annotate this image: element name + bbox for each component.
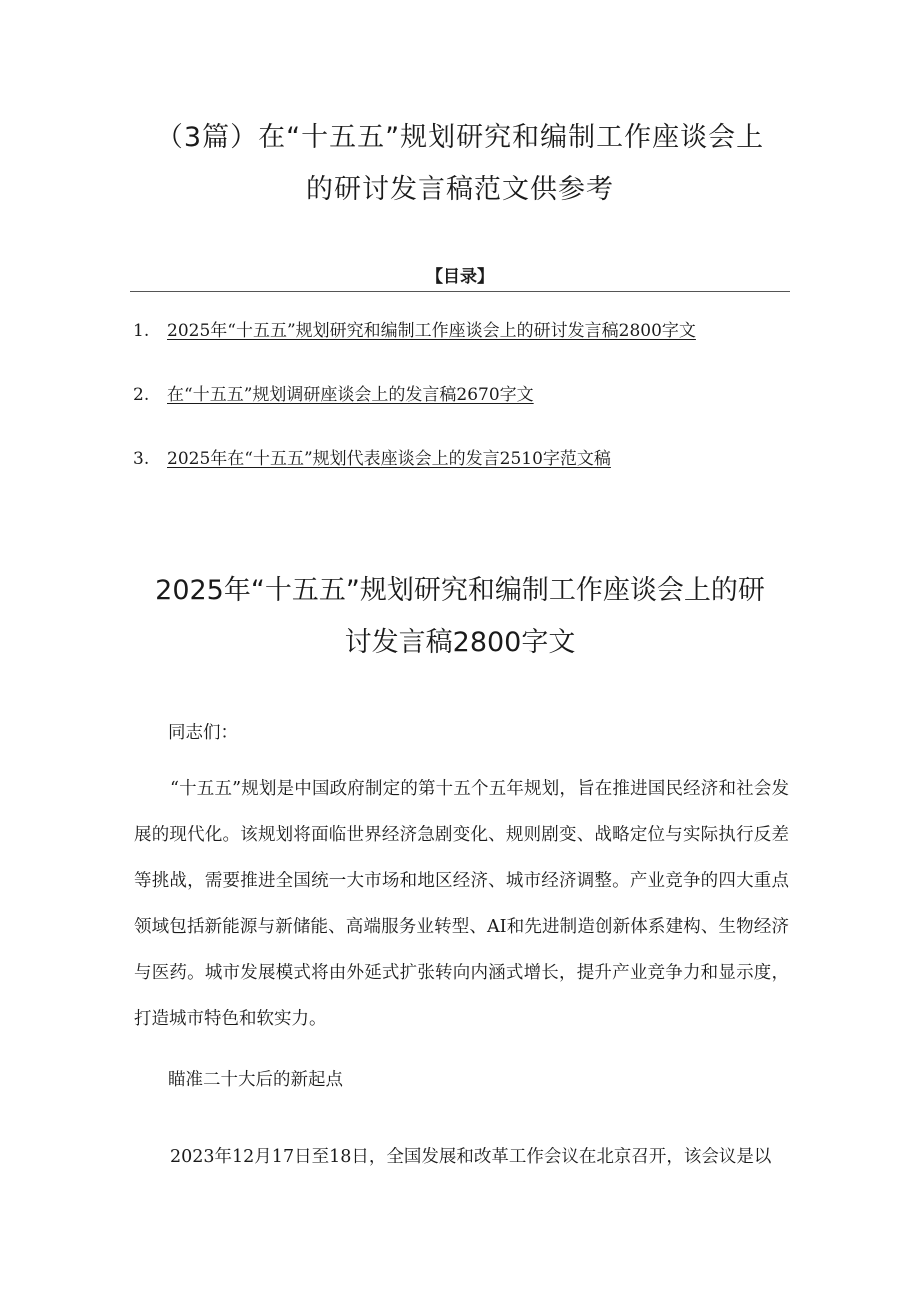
toc-heading: 【目录】 (426, 267, 494, 287)
section-title-line-2: 讨发言稿2800字文 (344, 627, 576, 658)
toc-link-3[interactable]: 2025年在“十五五”规划代表座谈会上的发言2510字范文稿 (167, 449, 611, 469)
body-paragraph-1: “十五五”规划是中国政府制定的第十五个五年规划，旨在推进国民经济和社会发展的现代化。该规划将面临世界经济急剧变化、规则剧变、战略定位与实际执行反差等挑战，需要推进全国统一大市场和地区经济、城市经济调整。产业竞争的四大重点领域包括新能源与新储能、高端服务业转型、AI和先进制造创新体系建构、生物经济与医药。城市发展模式将由外延式扩张转向内涵式增长，提升产业竞争力和显示度，打造城市特色和软实力。 (134, 779, 789, 1029)
section-title (110, 565, 810, 669)
toc-item-number: 3. (133, 449, 150, 469)
salutation: 同志们： (168, 723, 238, 743)
section-title-line-1: 2025年“十五五”规划研究和编制工作座谈会上的研 (155, 575, 765, 606)
toc-item-number: 2. (133, 385, 150, 405)
toc-item-2 (133, 380, 696, 413)
body-paragraph-2: 2023年12月17日至18日，全国发展和改革工作会议在北京召开，该会议是以 (170, 1147, 772, 1167)
document-title-line-1: （3篇）在“十五五”规划研究和编制工作座谈会上 (155, 122, 765, 153)
toc-item-number: 1. (133, 321, 150, 341)
toc-link-1[interactable]: 2025年“十五五”规划研究和编制工作座谈会上的研讨发言稿2800字文 (167, 321, 696, 341)
toc-item-1 (133, 316, 696, 349)
toc-divider (130, 291, 790, 292)
table-of-contents (133, 316, 696, 508)
toc-item-3 (133, 444, 696, 477)
subheading: 瞄准二十大后的新起点 (168, 1070, 343, 1090)
document-title-line-2: 的研讨发言稿范文供参考 (306, 174, 614, 205)
toc-link-2[interactable]: 在“十五五”规划调研座谈会上的发言稿2670字文 (167, 385, 534, 405)
document-title (110, 112, 810, 216)
